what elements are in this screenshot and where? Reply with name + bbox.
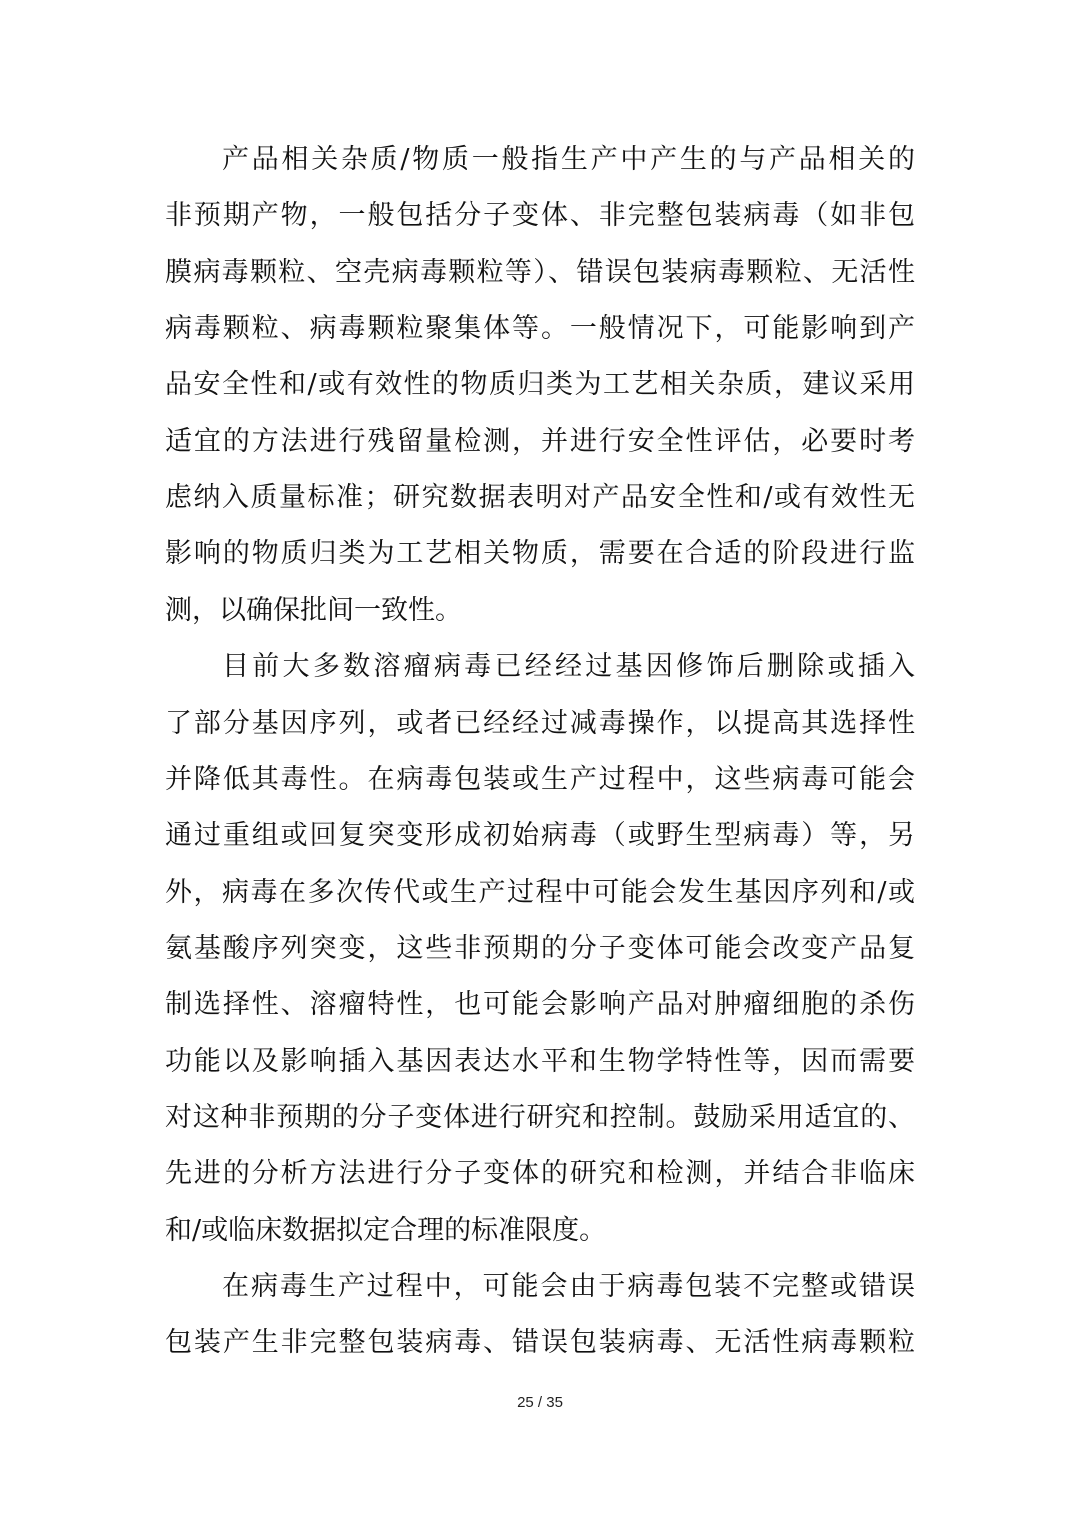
text-line: 和/或临床数据拟定合理的标准限度。: [165, 1214, 607, 1246]
text-line: 先进的分析方法进行分子变体的研究和检测，并结合非临床: [165, 1158, 915, 1190]
text-line: 非预期产物，一般包括分子变体、非完整包装病毒（如非包: [165, 200, 915, 232]
text-line: 外，病毒在多次传代或生产过程中可能会发生基因序列和/或: [165, 876, 915, 908]
text-line: 通过重组或回复突变形成初始病毒（或野生型病毒）等，另: [165, 820, 915, 852]
text-line: 制选择性、溶瘤特性，也可能会影响产品对肿瘤细胞的杀伤: [165, 989, 915, 1021]
text-line: 并降低其毒性。在病毒包装或生产过程中，这些病毒可能会: [165, 763, 915, 795]
text-line: 影响的物质归类为工艺相关物质，需要在合适的阶段进行监: [165, 538, 915, 570]
text-line: 膜病毒颗粒、空壳病毒颗粒等）、错误包装病毒颗粒、无活性: [165, 256, 915, 288]
text-line: 测，以确保批间一致性。: [165, 594, 462, 626]
text-line: 适宜的方法进行残留量检测，并进行安全性评估，必要时考: [165, 425, 915, 457]
text-line: 功能以及影响插入基因表达水平和生物学特性等，因而需要: [165, 1045, 915, 1077]
text-line: 产品相关杂质/物质一般指生产中产生的与产品相关的: [222, 144, 915, 175]
text-line: 包装产生非完整包装病毒、错误包装病毒、无活性病毒颗粒: [165, 1327, 915, 1359]
text-line: 虑纳入质量标准；研究数据表明对产品安全性和/或有效性无: [165, 482, 915, 514]
text-line: 对这种非预期的分子变体进行研究和控制。鼓励采用适宜的、: [165, 1101, 915, 1133]
text-line: 品安全性和/或有效性的物质归类为工艺相关杂质，建议采用: [165, 369, 915, 401]
text-line: 氨基酸序列突变，这些非预期的分子变体可能会改变产品复: [165, 932, 915, 964]
text-line: 了部分基因序列，或者已经经过减毒操作，以提高其选择性: [165, 707, 915, 739]
text-line: 目前大多数溶瘤病毒已经经过基因修饰后删除或插入: [222, 651, 915, 683]
page-number: 25 / 35: [517, 1394, 563, 1411]
text-line: 病毒颗粒、病毒颗粒聚集体等。一般情况下，可能影响到产: [165, 313, 915, 345]
text-line: 在病毒生产过程中，可能会由于病毒包装不完整或错误: [222, 1271, 915, 1302]
